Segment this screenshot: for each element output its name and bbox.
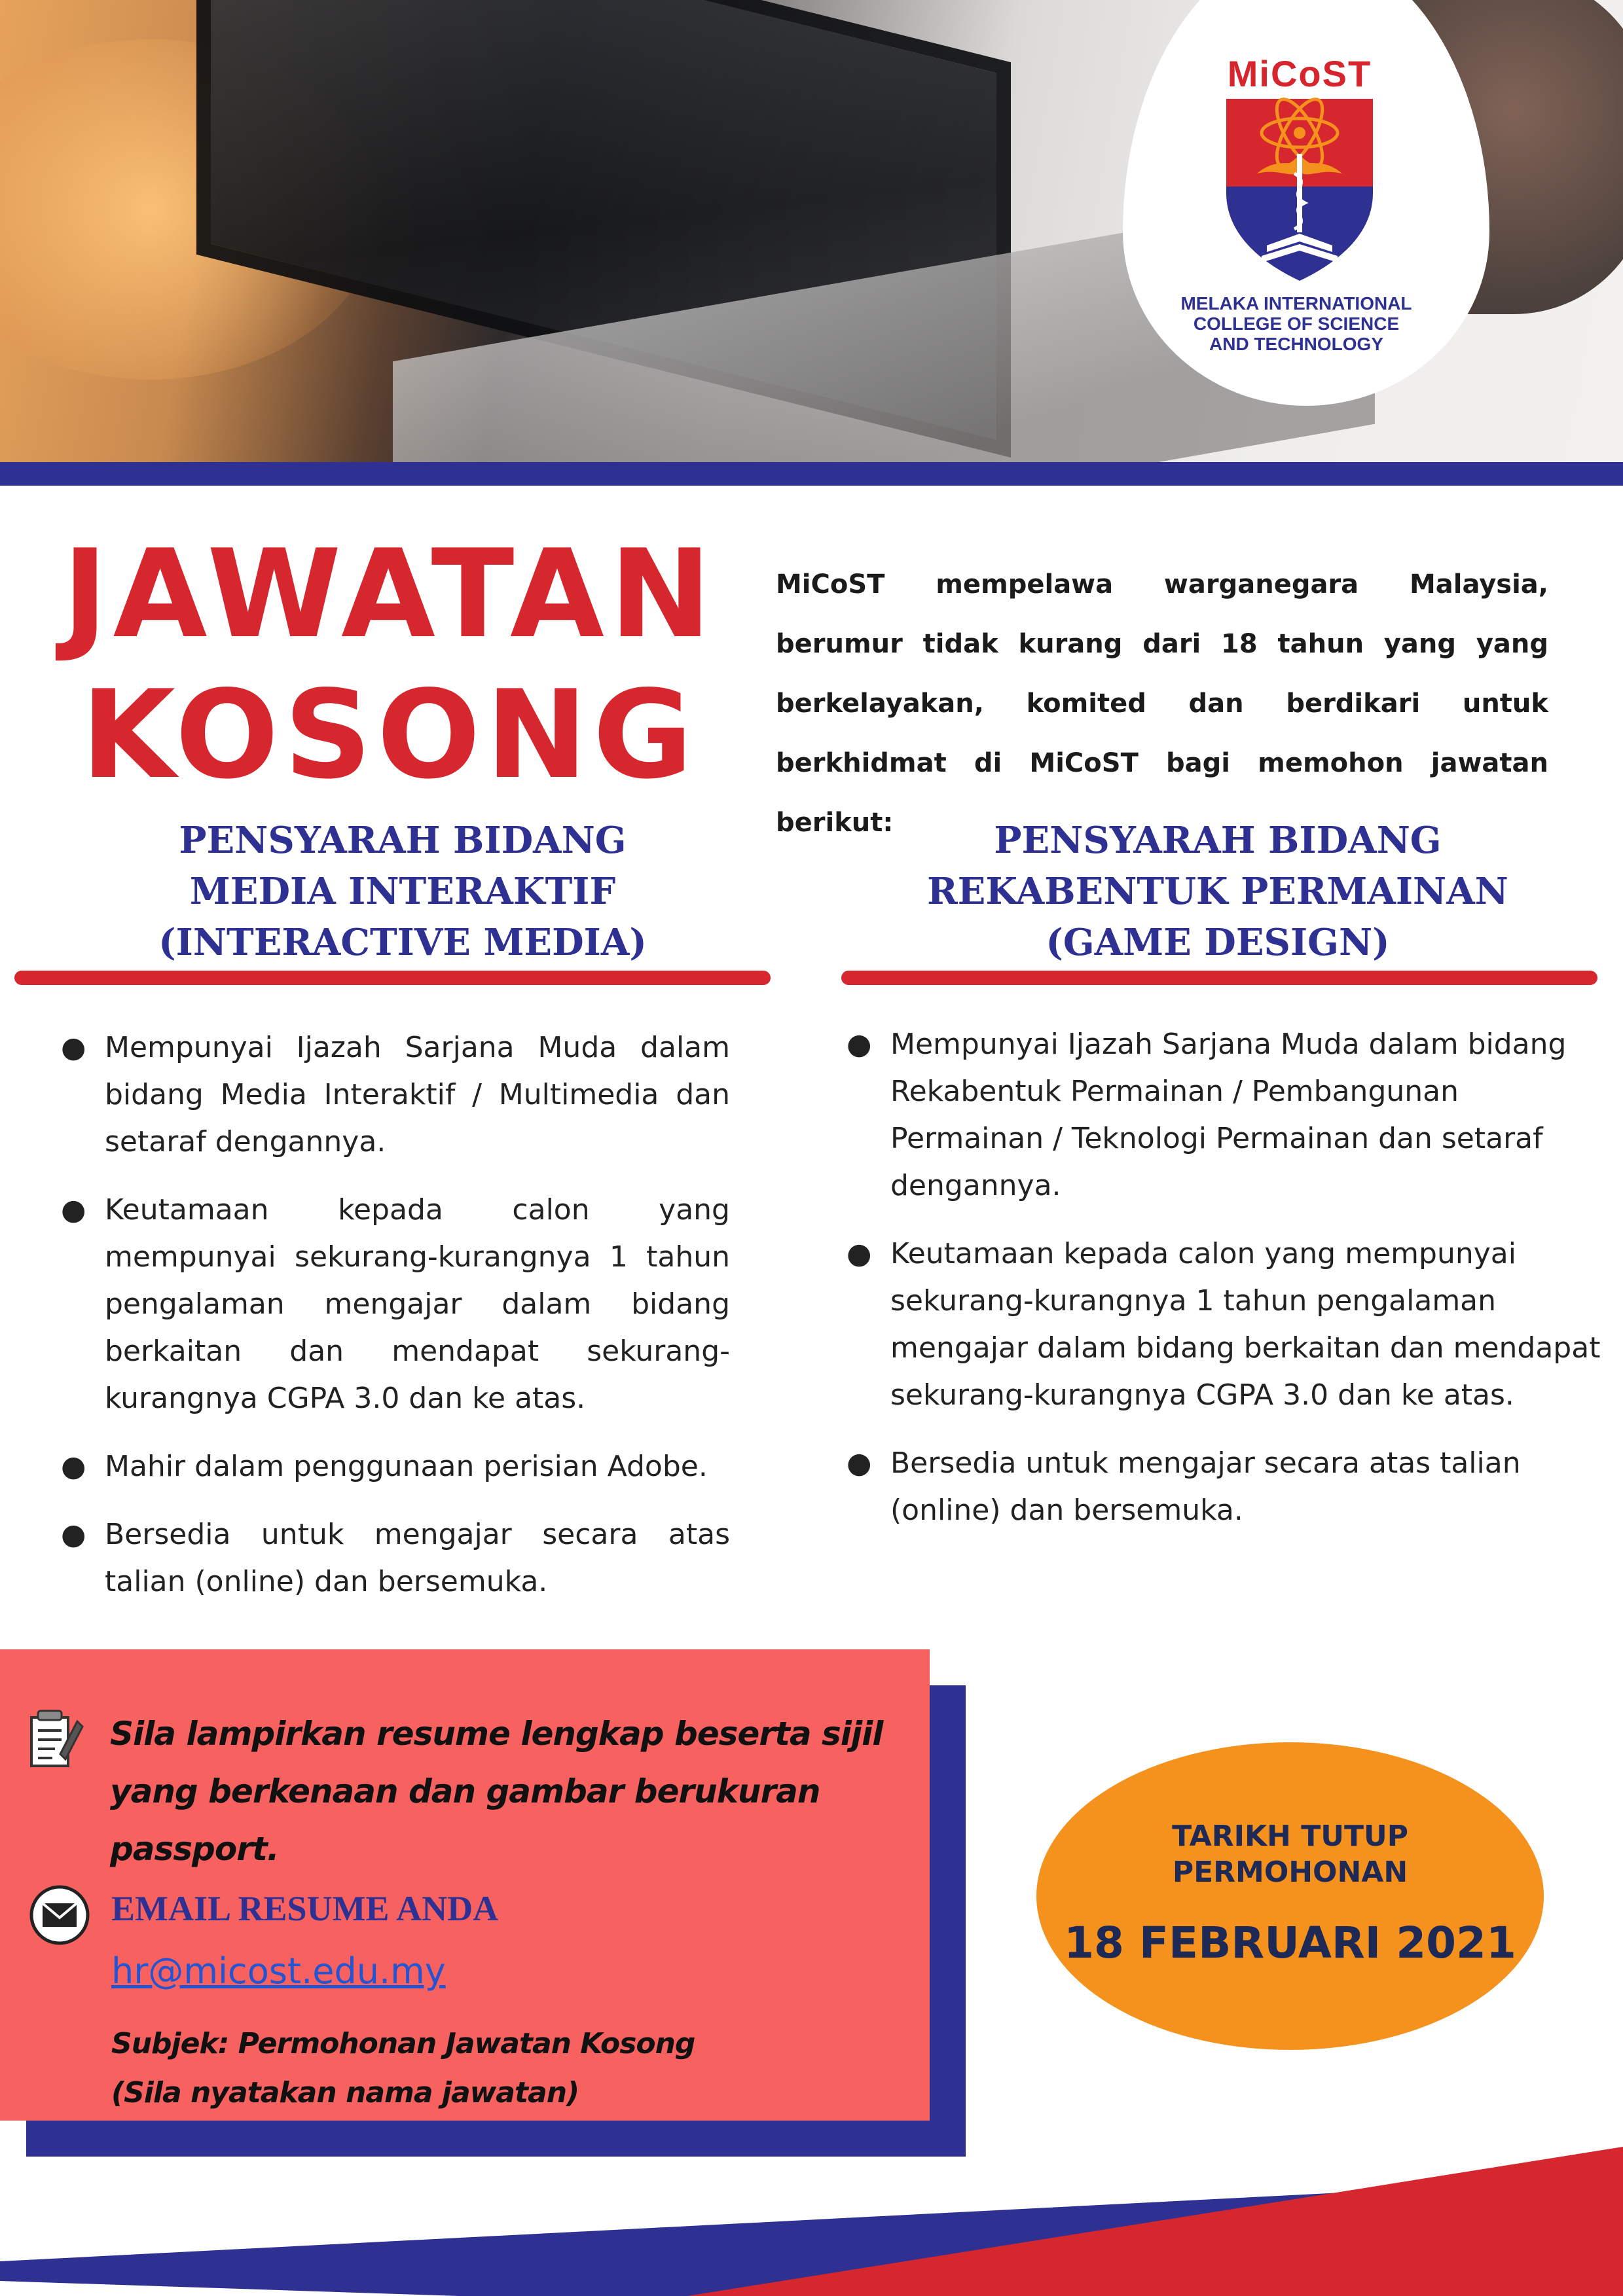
deadline-date: 18 FEBRUARI 2021: [1064, 1918, 1516, 1968]
deadline-label: [1036, 1818, 1544, 1890]
position-title-line: (INTERACTIVE MEDIA): [158, 921, 647, 964]
header-blue-stripe: [0, 462, 1623, 486]
requirement-item: [841, 1440, 1601, 1534]
deadline-label-line: TARIKH TUTUP: [1172, 1820, 1408, 1853]
document-pen-icon: [26, 1708, 85, 1774]
requirement-text: Keutamaan kepada calon yang mempunyai sekurang-kurangnya 1 tahun pengalaman mengajar dalam bidang berkaitan dan mendapat sekurang-kurangnya CGPA 3.0 dan ke atas.: [890, 1237, 1601, 1412]
bullet-icon: ●: [847, 1237, 872, 1270]
footer-decoration: [0, 2147, 1623, 2296]
requirements-list-game-design: [841, 1021, 1601, 1555]
deadline-badge: [1036, 1742, 1544, 2050]
email-heading: EMAIL RESUME ANDA: [111, 1889, 499, 1928]
requirement-text: Bersedia untuk mengajar secara atas talian (online) dan bersemuka.: [105, 1518, 730, 1598]
bullet-icon: ●: [61, 1193, 86, 1227]
position-title-line: REKABENTUK PERMAINAN: [927, 870, 1508, 913]
requirement-text: Bersedia untuk mengajar secara atas talian (online) dan bersemuka.: [890, 1446, 1521, 1527]
requirement-item: [841, 1230, 1601, 1419]
requirement-item: [56, 1024, 730, 1166]
requirement-item: [841, 1021, 1601, 1210]
logo-subtitle: [1159, 293, 1434, 354]
position-title-line: PENSYARAH BIDANG: [994, 819, 1442, 862]
position-divider: [841, 971, 1597, 985]
position-title-game-design: [828, 815, 1607, 968]
micost-shield-icon: [1221, 95, 1378, 285]
bullet-icon: ●: [847, 1028, 872, 1061]
logo-subtitle-line: COLLEGE OF SCIENCE: [1193, 314, 1400, 334]
bullet-icon: ●: [61, 1031, 86, 1064]
position-divider: [14, 971, 771, 985]
requirement-text: Mempunyai Ijazah Sarjana Muda dalam bidang Rekabentuk Permainan / Pembangunan Permainan / Teknologi Permainan dan setaraf dengannya.: [890, 1028, 1567, 1202]
bullet-icon: ●: [61, 1450, 86, 1483]
requirement-text: Mempunyai Ijazah Sarjana Muda dalam bidang Media Interaktif / Multimedia dan setaraf dengannya.: [105, 1031, 730, 1158]
requirement-text: Keutamaan kepada calon yang mempunyai sekurang-kurangnya 1 tahun pengalaman mengajar dalam bidang berkaitan dan mendapat sekurang-kurangnya CGPA 3.0 dan ke atas.: [105, 1193, 730, 1415]
email-link[interactable]: hr@micost.edu.my: [111, 1950, 446, 1992]
position-title-interactive-media: [79, 815, 727, 968]
position-title-line: (GAME DESIGN): [1046, 921, 1390, 964]
requirement-item: [56, 1511, 730, 1605]
subject-note: (Sila nyatakan nama jawatan): [111, 2076, 579, 2109]
email-subject-instructions: [111, 2019, 695, 2117]
requirement-text: Mahir dalam penggunaan perisian Adobe.: [105, 1450, 708, 1483]
bullet-icon: ●: [847, 1446, 872, 1480]
requirement-item: [56, 1443, 730, 1490]
page-title-line: KOSONG: [81, 664, 699, 806]
bullet-icon: ●: [61, 1518, 86, 1551]
page-title-line: JAWATAN: [62, 523, 717, 665]
logo-subtitle-line: MELAKA INTERNATIONAL: [1180, 293, 1412, 314]
envelope-icon: [29, 1885, 90, 1945]
logo-name: MiCoST: [1227, 53, 1372, 94]
position-title-line: MEDIA INTERAKTIF: [189, 870, 616, 913]
deadline-label-line: PERMOHONAN: [1172, 1856, 1408, 1889]
page-title: [52, 524, 727, 805]
intro-paragraph: MiCoST mempelawa warganegara Malaysia, berumur tidak kurang dari 18 tahun yang yang berkelayakan, komited dan berdikari untuk berkhidmat di MiCoST bagi memohon jawatan berikut:: [776, 569, 1548, 838]
requirements-list-interactive-media: [56, 1024, 730, 1626]
attachment-instructions: Sila lampirkan resume lengkap beserta sijil yang berkenaan dan gambar berukuran passport.: [110, 1715, 883, 1868]
logo-subtitle-line: AND TECHNOLOGY: [1209, 334, 1383, 354]
position-title-line: PENSYARAH BIDANG: [179, 819, 627, 862]
subject-line: Subjek: Permohonan Jawatan Kosong: [111, 2027, 695, 2060]
requirement-item: [56, 1187, 730, 1422]
